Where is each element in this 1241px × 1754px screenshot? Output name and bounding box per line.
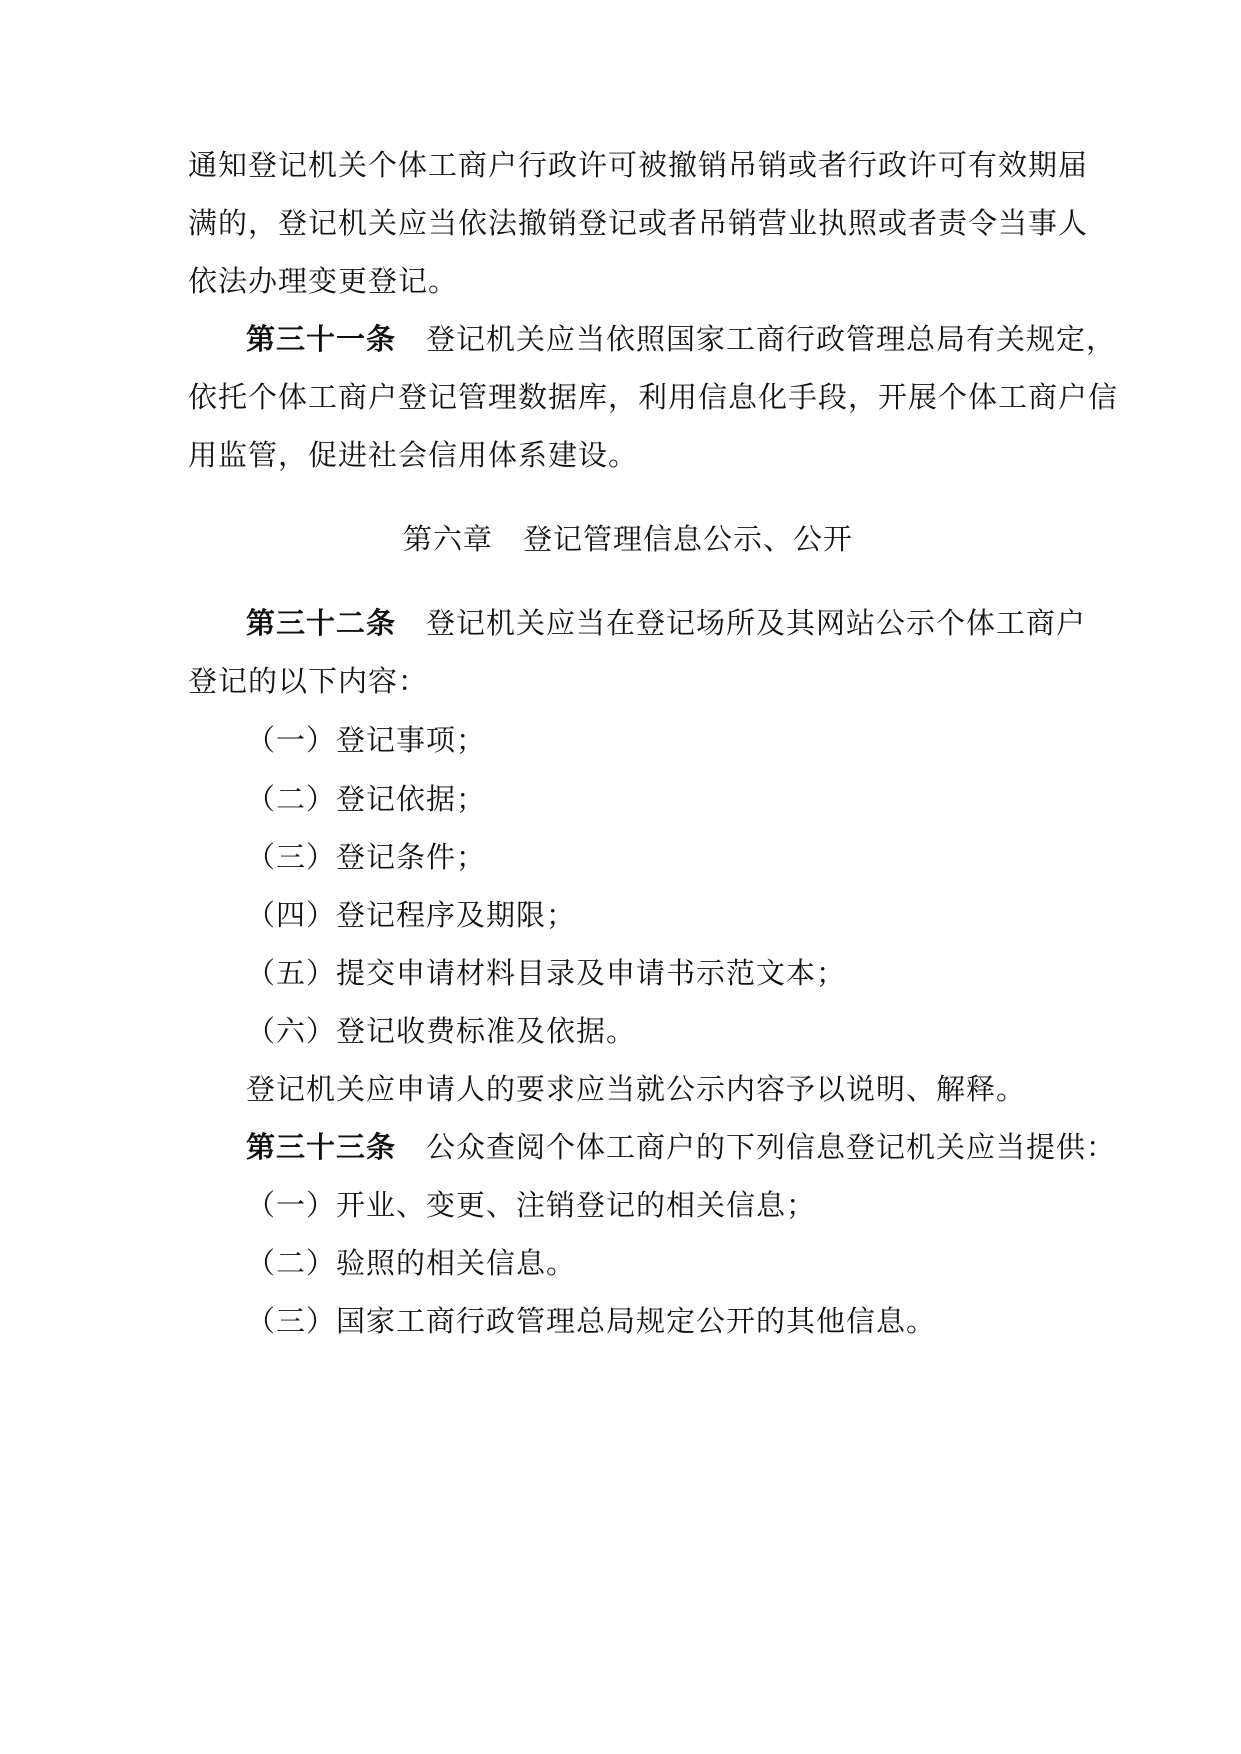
list-item: （四）登记程序及期限； <box>246 898 577 932</box>
list-item: （五）提交申请材料目录及申请书示范文本； <box>246 956 847 990</box>
chapter-heading <box>188 519 1068 559</box>
list-item: （一）开业、变更、注销登记的相关信息； <box>246 1188 817 1222</box>
article-32-text: 登记机关应当在登记场所及其网站公示个体工商户 <box>426 606 1087 640</box>
list-item: （二）验照的相关信息。 <box>246 1246 577 1280</box>
list-item: （一）登记事项； <box>246 723 487 757</box>
list-item: （二）登记依据； <box>246 782 487 816</box>
list-item: （六）登记收费标准及依据。 <box>246 1014 637 1048</box>
paragraph-line: 用监管，促进社会信用体系建设。 <box>188 438 639 472</box>
chapter-number: 第六章 <box>402 522 493 556</box>
article-32-label: 第三十二条 <box>246 606 397 640</box>
article-31-label: 第三十一条 <box>246 322 397 356</box>
paragraph-line: 登记机关应申请人的要求应当就公示内容予以说明、解释。 <box>246 1072 1027 1106</box>
article-31-text: 登记机关应当依照国家工商行政管理总局有关规定， <box>426 322 1117 356</box>
paragraph-line: 依托个体工商户登记管理数据库，利用信息化手段，开展个体工商户信 <box>188 380 1119 414</box>
paragraph-line: 登记的以下内容： <box>188 664 429 698</box>
paragraph-line: 依法办理变更登记。 <box>188 264 459 298</box>
list-item: （三）国家工商行政管理总局规定公开的其他信息。 <box>246 1304 937 1338</box>
article-33-label: 第三十三条 <box>246 1130 397 1164</box>
article-32-line <box>246 603 1087 643</box>
article-31-line <box>246 319 1117 359</box>
paragraph-line: 通知登记机关个体工商户行政许可被撤销吊销或者行政许可有效期届 <box>188 148 1089 182</box>
article-33-line <box>246 1127 1117 1167</box>
paragraph-line: 满的，登记机关应当依法撤销登记或者吊销营业执照或者责令当事人 <box>188 206 1089 240</box>
article-33-text: 公众查阅个体工商户的下列信息登记机关应当提供： <box>426 1130 1117 1164</box>
list-item: （三）登记条件； <box>246 840 487 874</box>
chapter-title: 登记管理信息公示、公开 <box>523 522 854 556</box>
